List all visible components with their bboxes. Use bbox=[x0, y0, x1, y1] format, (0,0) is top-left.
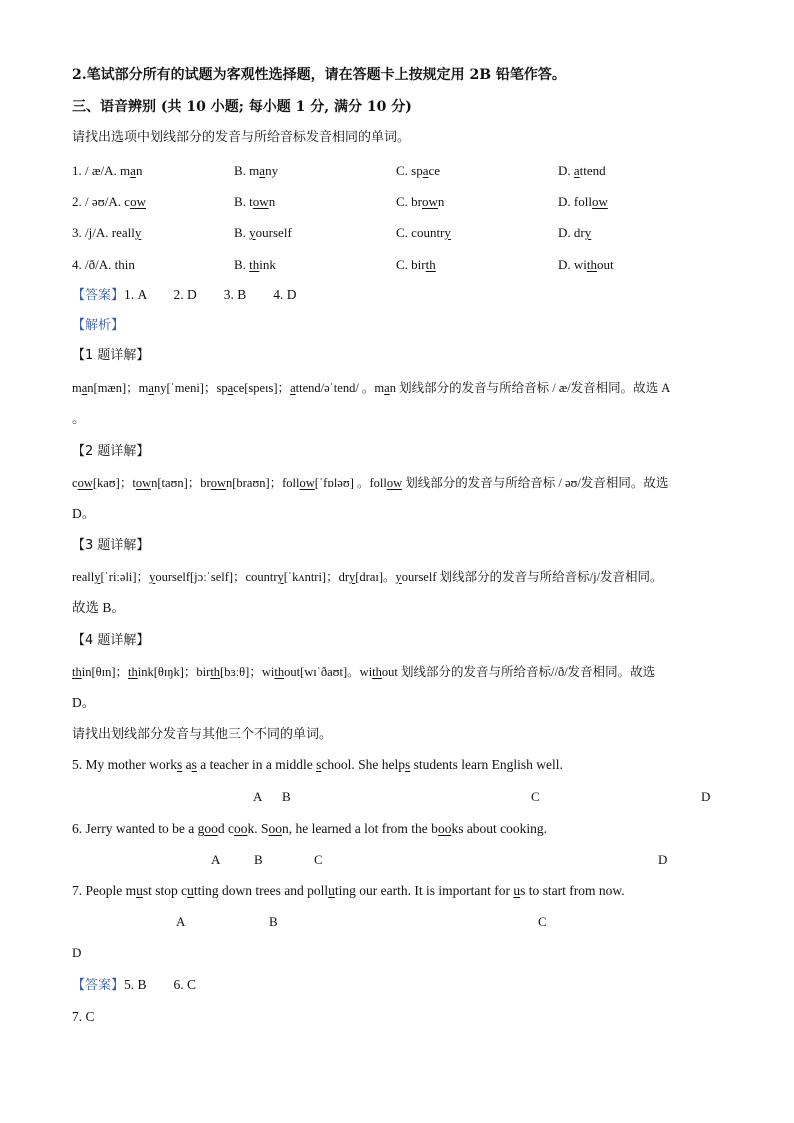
option-word: dry bbox=[573, 225, 592, 240]
q5-label-b: B bbox=[282, 789, 291, 804]
underlined-segment: ow bbox=[210, 476, 226, 490]
underlined-segment: s bbox=[316, 757, 322, 772]
underlined-segment: ow bbox=[135, 476, 152, 490]
option-word: think bbox=[249, 257, 276, 272]
underlined-segment: oo bbox=[204, 821, 218, 836]
option-b bbox=[234, 224, 292, 242]
option-word: really bbox=[111, 225, 142, 240]
option-b bbox=[234, 256, 276, 274]
option-c bbox=[396, 162, 440, 180]
underlined-segment: y bbox=[395, 570, 402, 584]
detail-body-2: cow[kaʊ]；town[taʊn]；brown[braʊn]；follow[ˈfɒləʊ] 。follow 划线部分的发音与所给音标 / əʊ/发音相同。故选 bbox=[72, 476, 669, 490]
answer-row-1 bbox=[72, 286, 297, 305]
question-stem: 3. /j/A. bbox=[72, 225, 112, 240]
underlined-segment: th bbox=[128, 665, 138, 679]
option-word: man bbox=[120, 163, 143, 178]
option-word: many bbox=[249, 163, 279, 178]
underlined-segment: a bbox=[227, 381, 234, 395]
underlined-segment: oo bbox=[268, 821, 282, 836]
option-c bbox=[396, 256, 436, 274]
option-word: town bbox=[249, 194, 276, 209]
detail-title-4: 【4 题详解】 bbox=[72, 633, 150, 648]
underlined-segment: y bbox=[94, 570, 101, 584]
underlined-segment: th bbox=[425, 257, 436, 272]
underlined-segment: th bbox=[72, 665, 82, 679]
detail-tail-2: D。 bbox=[72, 506, 96, 521]
option-label: C. bbox=[396, 163, 412, 178]
option-b bbox=[234, 193, 275, 211]
option-word: thin bbox=[114, 257, 135, 272]
question-6: 6. Jerry wanted to be a good cook. Soon, he learned a lot from the books about cooking. bbox=[72, 821, 548, 836]
underlined-segment: a bbox=[148, 381, 154, 395]
q6-label-c: C bbox=[314, 852, 323, 867]
analysis-tag: 【解析】 bbox=[72, 318, 125, 333]
question-5: 5. My mother works as a teacher in a middle school. She helps students learn English well. bbox=[72, 757, 563, 772]
option-word: cow bbox=[124, 194, 146, 209]
option-b bbox=[234, 162, 278, 180]
option-word: space bbox=[411, 163, 441, 178]
underlined-segment: a bbox=[422, 163, 429, 178]
q6-label-b: B bbox=[254, 852, 263, 867]
option-c bbox=[396, 224, 451, 242]
option-label: D. bbox=[558, 194, 574, 209]
underlined-segment: s bbox=[177, 757, 183, 772]
underlined-segment: a bbox=[81, 381, 88, 395]
exam-instruction-line: 2.笔试部分所有的试题为客观性选择题，请在答题卡上按规定用 2B 铅笔作答。 bbox=[72, 67, 566, 83]
detail-title-2: 【2 题详解】 bbox=[72, 444, 150, 459]
underlined-segment: a bbox=[384, 381, 390, 395]
part1-prompt: 请找出选项中划线部分的发音与所给音标发音相同的单词。 bbox=[72, 130, 411, 145]
underlined-segment: s bbox=[405, 757, 411, 772]
underlined-segment: th bbox=[274, 665, 285, 679]
underlined-segment: ow bbox=[422, 194, 438, 209]
option-a bbox=[72, 162, 142, 180]
answer-text: 1. A 2. D 3. B 4. D bbox=[124, 287, 297, 302]
option-a bbox=[72, 224, 141, 242]
underlined-segment: a bbox=[290, 381, 296, 395]
answer-text: 5. B 6. C bbox=[124, 977, 197, 992]
option-label: C. bbox=[396, 225, 412, 240]
detail-body-4: thin[θɪn]；think[θɪŋk]；birth[bɜːθ]；without[wɪˈðaʊt]。without 划线部分的发音与所给音标//ð/发音相同。故选 bbox=[72, 665, 656, 679]
underlined-segment: u bbox=[328, 883, 335, 898]
underlined-segment: ow bbox=[77, 476, 93, 490]
underlined-segment: ow bbox=[591, 194, 608, 209]
option-label: B. bbox=[234, 163, 250, 178]
option-label: C. bbox=[396, 194, 412, 209]
option-word: attend bbox=[573, 163, 606, 178]
q7-label-b: B bbox=[269, 914, 278, 929]
option-word: birth bbox=[411, 257, 436, 272]
underlined-segment: th bbox=[249, 257, 260, 272]
option-word: follow bbox=[573, 194, 608, 209]
q6-label-a: A bbox=[211, 852, 221, 867]
option-label: D. bbox=[558, 163, 574, 178]
q5-label-c: C bbox=[531, 789, 540, 804]
detail-tail-4: D。 bbox=[72, 695, 96, 710]
underlined-segment: ow bbox=[299, 476, 315, 490]
option-label: C. bbox=[396, 257, 412, 272]
underlined-segment: ow bbox=[130, 194, 146, 209]
part2-prompt: 请找出划线部分发音与其他三个不同的单词。 bbox=[72, 727, 333, 742]
option-label: B. bbox=[234, 257, 250, 272]
option-c bbox=[396, 193, 444, 211]
underlined-segment: th bbox=[210, 665, 221, 679]
option-word: yourself bbox=[249, 225, 292, 240]
question-stem: 2. / əʊ/A. bbox=[72, 194, 125, 209]
answer-tag: 【答案】 bbox=[72, 978, 125, 993]
underlined-segment: a bbox=[130, 163, 136, 178]
underlined-segment: u bbox=[187, 883, 194, 898]
q5-label-d: D bbox=[701, 789, 711, 804]
option-d bbox=[558, 224, 591, 242]
underlined-segment: ow bbox=[252, 194, 269, 209]
option-d bbox=[558, 256, 614, 274]
q7-label-a: A bbox=[176, 914, 186, 929]
q5-label-a: A bbox=[253, 789, 263, 804]
detail-tail-3: 故选 B。 bbox=[72, 600, 125, 615]
option-label: D. bbox=[558, 257, 574, 272]
option-d bbox=[558, 162, 606, 180]
underlined-segment: oo bbox=[437, 821, 452, 836]
underlined-segment: u bbox=[136, 883, 143, 898]
option-word: country bbox=[411, 225, 451, 240]
answer-row-2 bbox=[72, 976, 196, 995]
underlined-segment: a bbox=[259, 163, 266, 178]
underlined-segment: y bbox=[349, 570, 356, 584]
underlined-segment: oo bbox=[233, 821, 248, 836]
option-word: without bbox=[573, 257, 614, 272]
answer-tag: 【答案】 bbox=[72, 288, 125, 303]
question-stem: 4. /ð/A. bbox=[72, 257, 115, 272]
underlined-segment: th bbox=[586, 257, 598, 272]
q7-label-d: D bbox=[72, 945, 82, 960]
underlined-segment: th bbox=[372, 665, 382, 679]
underlined-segment: ow bbox=[386, 476, 403, 490]
option-label: B. bbox=[234, 225, 250, 240]
underlined-segment: a bbox=[573, 163, 580, 178]
underlined-segment: y bbox=[277, 570, 284, 584]
q6-label-d: D bbox=[658, 852, 668, 867]
option-label: D. bbox=[558, 225, 574, 240]
question-7: 7. People must stop cutting down trees and polluting our earth. It is important for us to start from now. bbox=[72, 883, 625, 898]
underlined-segment: y bbox=[149, 570, 156, 584]
underlined-segment: y bbox=[249, 225, 256, 240]
option-a bbox=[72, 193, 146, 211]
question-stem: 1. / æ/A. bbox=[72, 163, 121, 178]
q7-label-c: C bbox=[538, 914, 547, 929]
detail-body-3: really[ˈriːəli]；yourself[jɔːˈself]；country[ˈkʌntri]；dry[draɪ]。yourself 划线部分的发音与所给音标/j/发音相同。 bbox=[72, 570, 663, 584]
underlined-segment: y bbox=[134, 225, 142, 240]
underlined-segment: y bbox=[444, 225, 451, 240]
detail-tail-1: 。 bbox=[72, 411, 86, 426]
option-a bbox=[72, 256, 135, 274]
option-word: brown bbox=[411, 194, 445, 209]
underlined-segment: s bbox=[191, 757, 197, 772]
answer-7: 7. C bbox=[72, 1009, 95, 1024]
underlined-segment: y bbox=[584, 225, 592, 240]
option-label: B. bbox=[234, 194, 250, 209]
section-title: 三、语音辨别 (共 10 小题; 每小题 1 分, 满分 10 分) bbox=[72, 99, 412, 115]
detail-title-1: 【1 题详解】 bbox=[72, 348, 150, 363]
underlined-segment: u bbox=[513, 883, 521, 898]
detail-title-3: 【3 题详解】 bbox=[72, 538, 150, 553]
option-d bbox=[558, 193, 608, 211]
detail-body-1: man[mæn]；many[ˈmeni]；space[speɪs]；attend/əˈtend/ 。man 划线部分的发音与所给音标 / æ/发音相同。故选 A bbox=[72, 381, 671, 395]
